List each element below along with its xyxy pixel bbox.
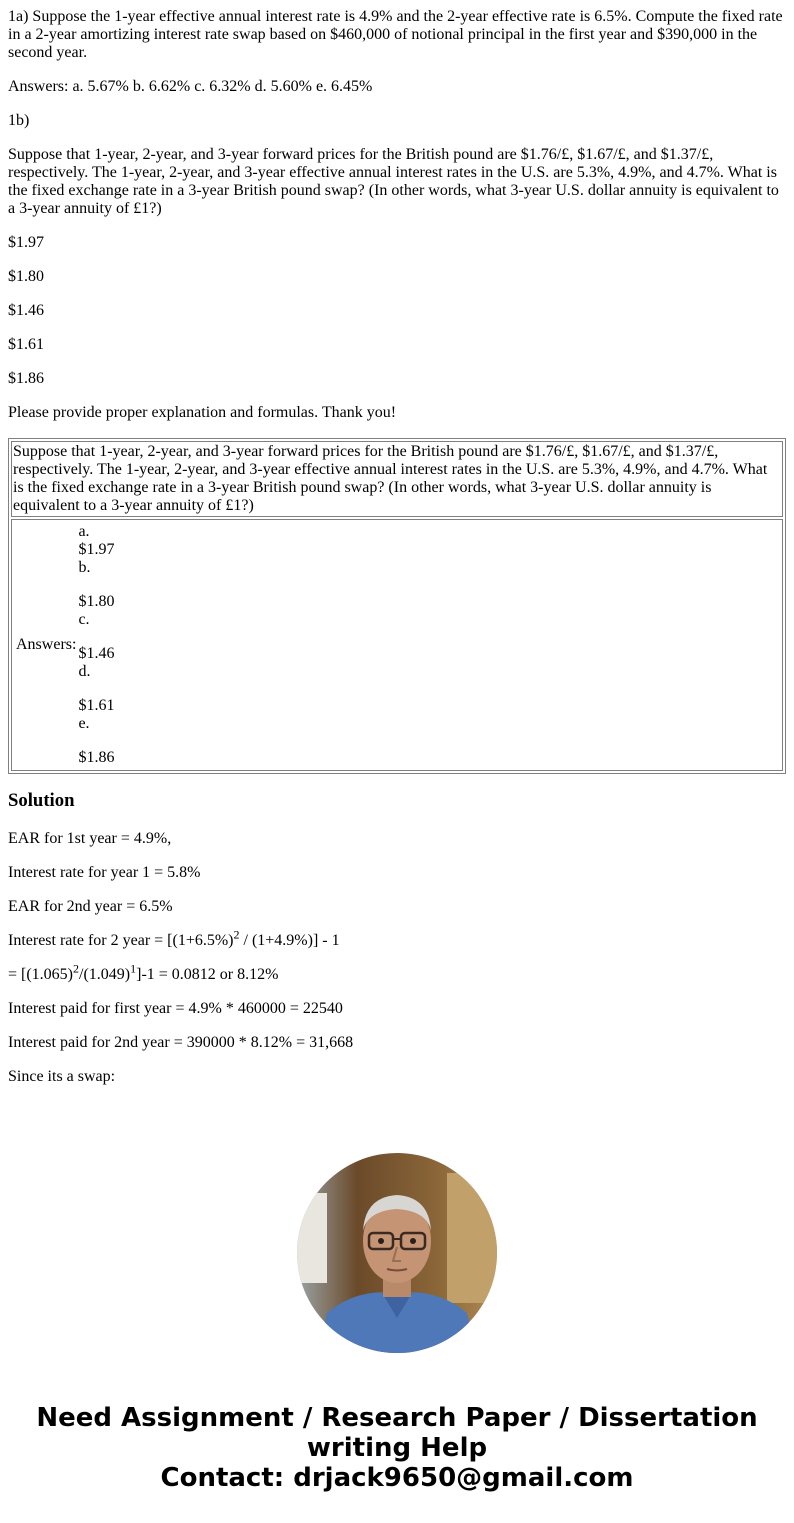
closing-note: Please provide proper explanation and formulas. Thank you! [8,404,397,421]
solution-line-4 [8,927,786,950]
solution-line-2: Interest rate for year 1 = 5.8% [8,864,201,881]
solution-line-3: EAR for 2nd year = 6.5% [8,898,173,915]
table-answers-cell [11,519,783,771]
formula-part: Interest rate for 2 year = [(1+6.5%) [8,932,234,949]
solution-line-1: EAR for 1st year = 4.9%, [8,830,172,847]
formula-exponent: 2 [73,961,80,976]
author-portrait-image [297,1153,497,1353]
answers-options [78,523,114,767]
option-1b-a: $1.97 [8,234,44,251]
option-value-d: $1.61 [78,697,115,714]
footer-line-2: writing Help [306,1433,488,1463]
option-1b-e: $1.86 [8,370,44,387]
formula-part: /(1.049) [79,966,131,983]
footer-line-3: Contact: drjack9650@gmail.com [160,1463,634,1493]
option-letter-e: e. [78,715,90,732]
solution-line-6: Interest paid for first year = 4.9% * 460000 = 22540 [8,1000,343,1017]
option-value-e: $1.86 [78,749,115,766]
document-body [8,8,786,1102]
formula-part: ]-1 = 0.0812 or 8.12% [136,966,279,983]
formula-part: / (1+4.9%)] - 1 [239,932,340,949]
option-spacer [78,733,114,749]
footer-contact [0,1403,794,1493]
solution-line-7: Interest paid for 2nd year = 390000 * 8.12% = 31,668 [8,1034,354,1051]
table-question: Suppose that 1-year, 2-year, and 3-year forward prices for the British pound are $1.76/£, $1.67/£, and $1.37/£, respectively. The 1-year, 2-year, and 3-year effective annual interest rates in the U.S. are 5.3%, 4.9%, and 4.7%. What is the fixed exchange rate in a 3-year British pound swap? (In other words, what 3-year U.S. dollar annuity is equivalent to a 3-year annuity of £1?) [11,441,783,517]
option-value-c: $1.46 [78,645,115,662]
option-letter-b: b. [78,559,91,576]
option-spacer [78,577,114,593]
answers-inner-table [13,521,116,769]
question-1b: Suppose that 1-year, 2-year, and 3-year forward prices for the British pound are $1.76/£, $1.67/£, and $1.37/£, respectively. The 1-year, 2-year, and 3-year effective annual interest rates in the U.S. are 5.3%, 4.9%, and 4.7%. What is the fixed exchange rate in a 3-year British pound swap? (In other words, what 3-year U.S. dollar annuity is equivalent to a 3-year annuity of £1?) [8,146,779,217]
question-table [8,438,786,774]
formula-exponent: 1 [130,961,137,976]
question-1a: 1a) Suppose the 1-year effective annual interest rate is 4.9% and the 2-year effective rate is 6.5%. Compute the fixed rate in a 2-year amortizing interest rate swap based on $460,000 of notional principal in the first year and $390,000 in the second year. [8,8,783,61]
formula-part: = [(1.065) [8,966,74,983]
solution-heading: Solution [8,790,75,811]
answers-label: Answers: [16,636,77,653]
formula-exponent: 2 [233,927,240,942]
option-letter-c: c. [78,611,90,628]
heading-1b: 1b) [8,112,30,129]
answers-1a: Answers: a. 5.67% b. 6.62% c. 6.32% d. 5.60% e. 6.45% [8,78,373,95]
option-1b-d: $1.61 [8,336,44,353]
option-spacer [78,681,114,697]
option-value-a: $1.97 [78,541,115,558]
option-1b-b: $1.80 [8,268,44,285]
option-value-b: $1.80 [78,593,115,610]
option-letter-d: d. [78,663,91,680]
footer-line-1: Need Assignment / Research Paper / Dissertation [36,1403,758,1433]
solution-line-5 [8,961,786,984]
option-1b-c: $1.46 [8,302,44,319]
option-spacer [78,629,114,645]
author-photo [297,1153,497,1353]
solution-line-8: Since its a swap: [8,1068,116,1085]
option-letter-a: a. [78,523,90,540]
